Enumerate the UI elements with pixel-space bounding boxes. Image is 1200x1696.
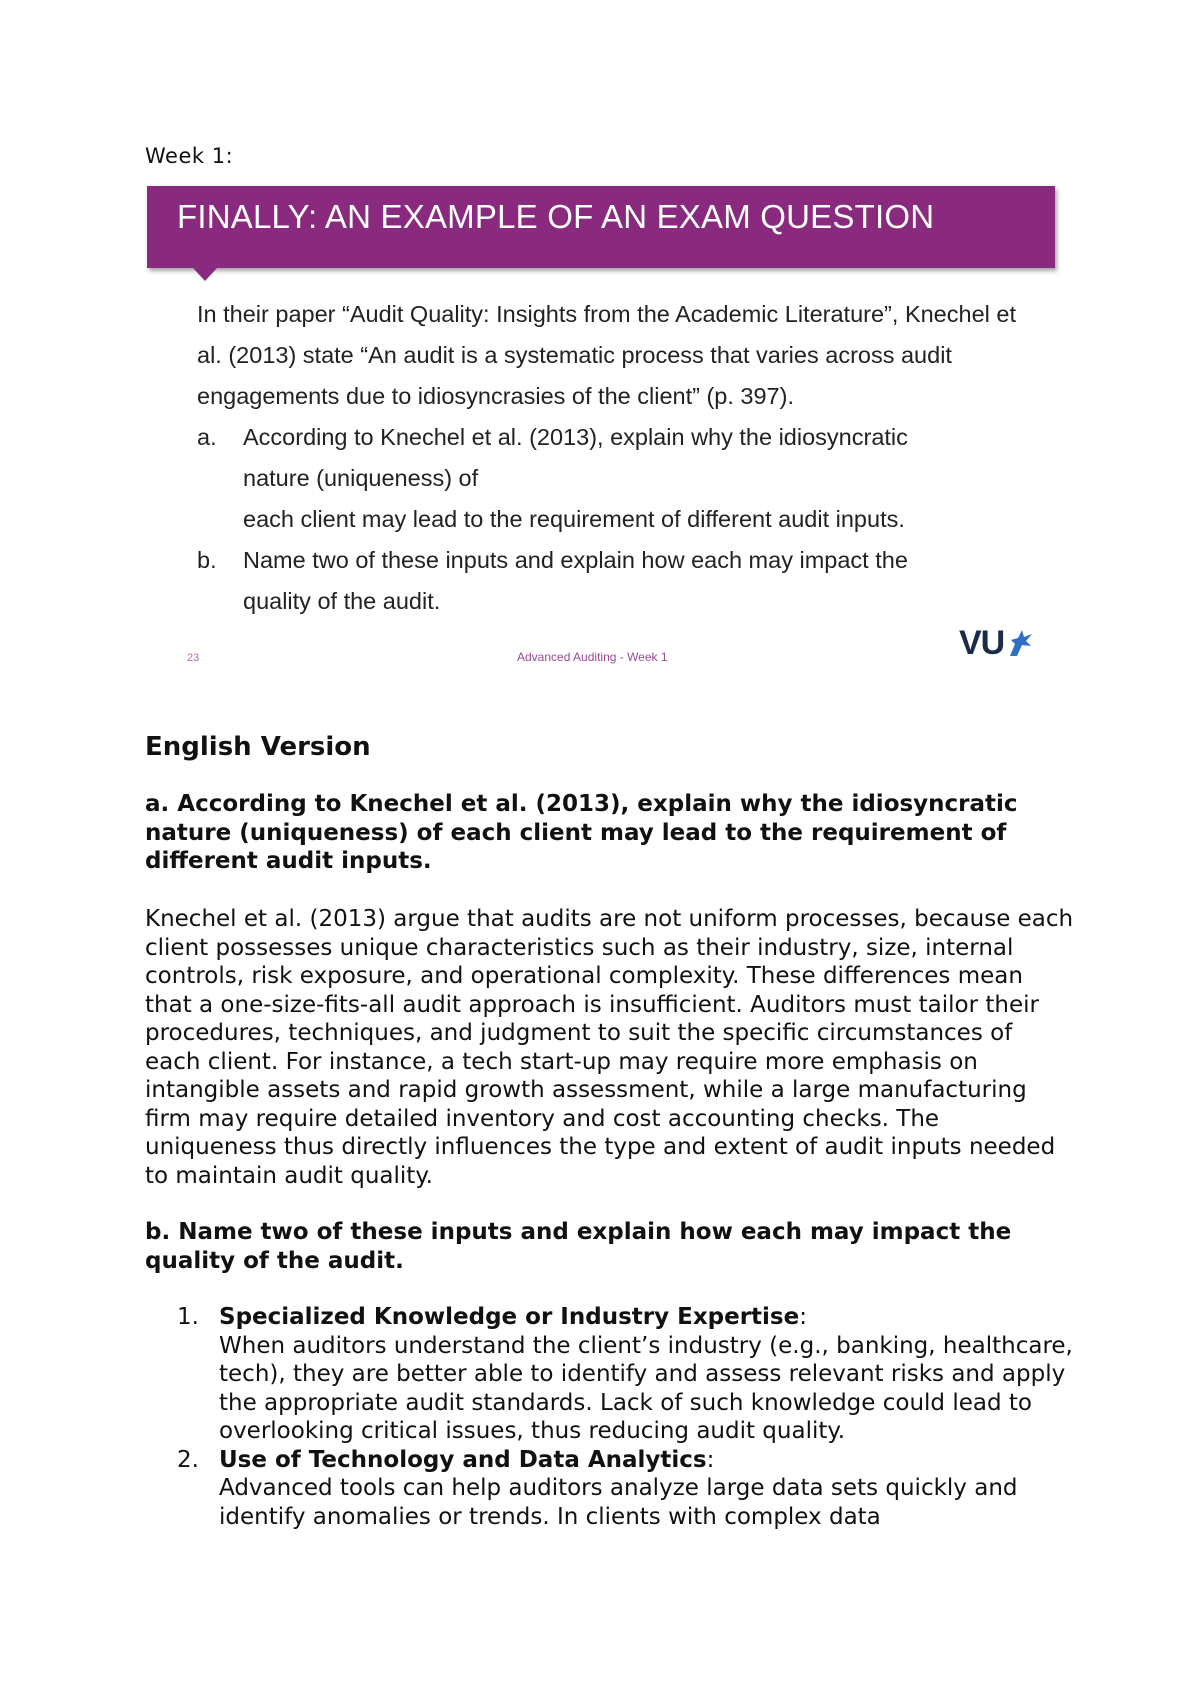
slide-item-text: [243, 417, 1047, 540]
slide-number: 23: [187, 652, 200, 664]
slide-item-line: quality of the audit.: [243, 588, 441, 614]
slide-item-line: According to Knechel et al. (2013), explain why the idiosyncratic: [243, 424, 908, 450]
slide-item-line: each client may lead to the requirement of different audit inputs.: [243, 506, 905, 532]
list-item-body: Advanced tools can help auditors analyze large data sets quickly and identify anomalies or trends. In clients with complex data: [219, 1475, 1018, 1530]
answer-a: Knechel et al. (2013) argue that audits are not uniform processes, because each client possesses unique characteristics such as their industry, size, internal controls, risk exposure, and operational complexity. These differences mean that a one-size-fits-all audit approach is insufficient. Auditors must tailor their procedures, techniques, and judgment to suit the specific circumstances of each client. For instance, a tech start-up may require more emphasis on intangible assets and rapid growth assessment, while a large manufacturing firm may require detailed inventory and cost accounting checks. The uniqueness thus directly influences the type and extent of audit inputs needed to maintain audit quality.: [145, 906, 1074, 1189]
slide-title: FINALLY: AN EXAMPLE OF AN EXAM QUESTION: [177, 198, 935, 235]
slide-header-notch: [193, 268, 217, 281]
question-b: b. Name two of these inputs and explain how each may impact the quality of the audit.: [145, 1219, 1012, 1274]
list-item-separator: :: [706, 1446, 715, 1473]
list-item-title: Use of Technology and Data Analytics: [219, 1446, 707, 1473]
slide-intro: In their paper “Audit Quality: Insights from the Academic Literature”, Knechel et al. (2013) state “An audit is a systematic process that varies across audit engagements due to idiosyncrasies of the client” (p. 397).: [197, 301, 1016, 409]
vu-logo: [959, 626, 1034, 660]
slide-item-line: Name two of these inputs and explain how each may impact the: [243, 547, 908, 573]
list-item: [145, 1303, 1075, 1446]
slide-footer: Advanced Auditing - Week 1: [517, 650, 668, 664]
list-item: [145, 1446, 1075, 1532]
vu-logo-text: VU: [959, 624, 1005, 662]
question-a: a. According to Knechel et al. (2013), explain why the idiosyncratic nature (uniqueness) of each client may lead to the requirement of different audit inputs.: [145, 791, 1018, 874]
section-heading: English Version: [145, 732, 371, 762]
slide-item-line: nature (uniqueness) of: [243, 465, 479, 491]
list-item-number: 2.: [177, 1446, 199, 1473]
slide-item-marker: a.: [197, 424, 217, 450]
griffin-icon: [1006, 628, 1034, 658]
list-item-number: 1.: [177, 1304, 199, 1330]
slide-item-a: [197, 417, 1047, 540]
exam-question-slide: [147, 186, 1059, 666]
slide-item-text: [243, 540, 1047, 622]
slide-header: [147, 186, 1055, 268]
answer-b-list: [145, 1303, 1075, 1531]
list-item-separator: :: [799, 1304, 807, 1330]
slide-item-b: [197, 540, 1047, 622]
list-item-title: Specialized Knowledge or Industry Expertise: [219, 1304, 800, 1330]
list-item-body: When auditors understand the client’s industry (e.g., banking, healthcare, tech), they are better able to identify and assess relevant risks and apply the appropriate audit standards. Lack of such knowledge could lead to overlooking critical issues, thus reducing audit quality.: [219, 1332, 1073, 1444]
slide-body: [197, 294, 1047, 622]
week-label: Week 1:: [145, 144, 234, 168]
slide-item-marker: b.: [197, 547, 217, 573]
